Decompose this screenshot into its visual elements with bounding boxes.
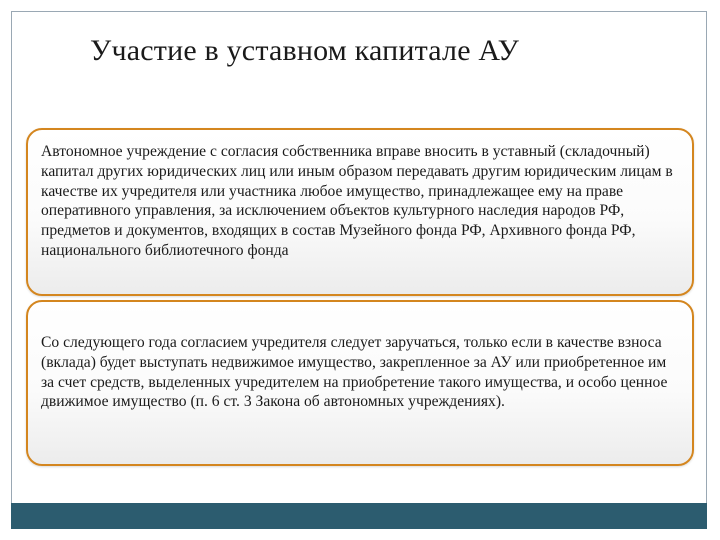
text-box-founder-consent [26,300,694,466]
paragraph-2: Со следующего года согласием учредителя следует заручаться, только если в качестве взноса (вклада) будет выступать недвижимое имущество, закрепленное за АУ или приобретенное им за счет средств, выделенных учредителем на приобретение такого имущества, и особо ценное движимое имущество (п. 6 ст. 3 Закона об автономных учреждениях). [41,334,668,411]
footer-bar [11,503,707,529]
paragraph-1: Автономное учреждение с согласия собственника вправе вносить в уставный (складочный) капитал других юридических лиц или иным образом передавать другим юридическим лицам в качестве их учредителя или участника любое имущество, принадлежащее ему на праве оперативного управления, за исключением объектов культурного наследия народов РФ, предметов и документов, входящих в состав Музейного фонда РФ, Архивного фонда РФ, национального библиотечного фонда [41,143,673,259]
slide-title: Участие в уставном капитале АУ [90,34,520,67]
text-box-autonomous-institution [26,128,694,296]
